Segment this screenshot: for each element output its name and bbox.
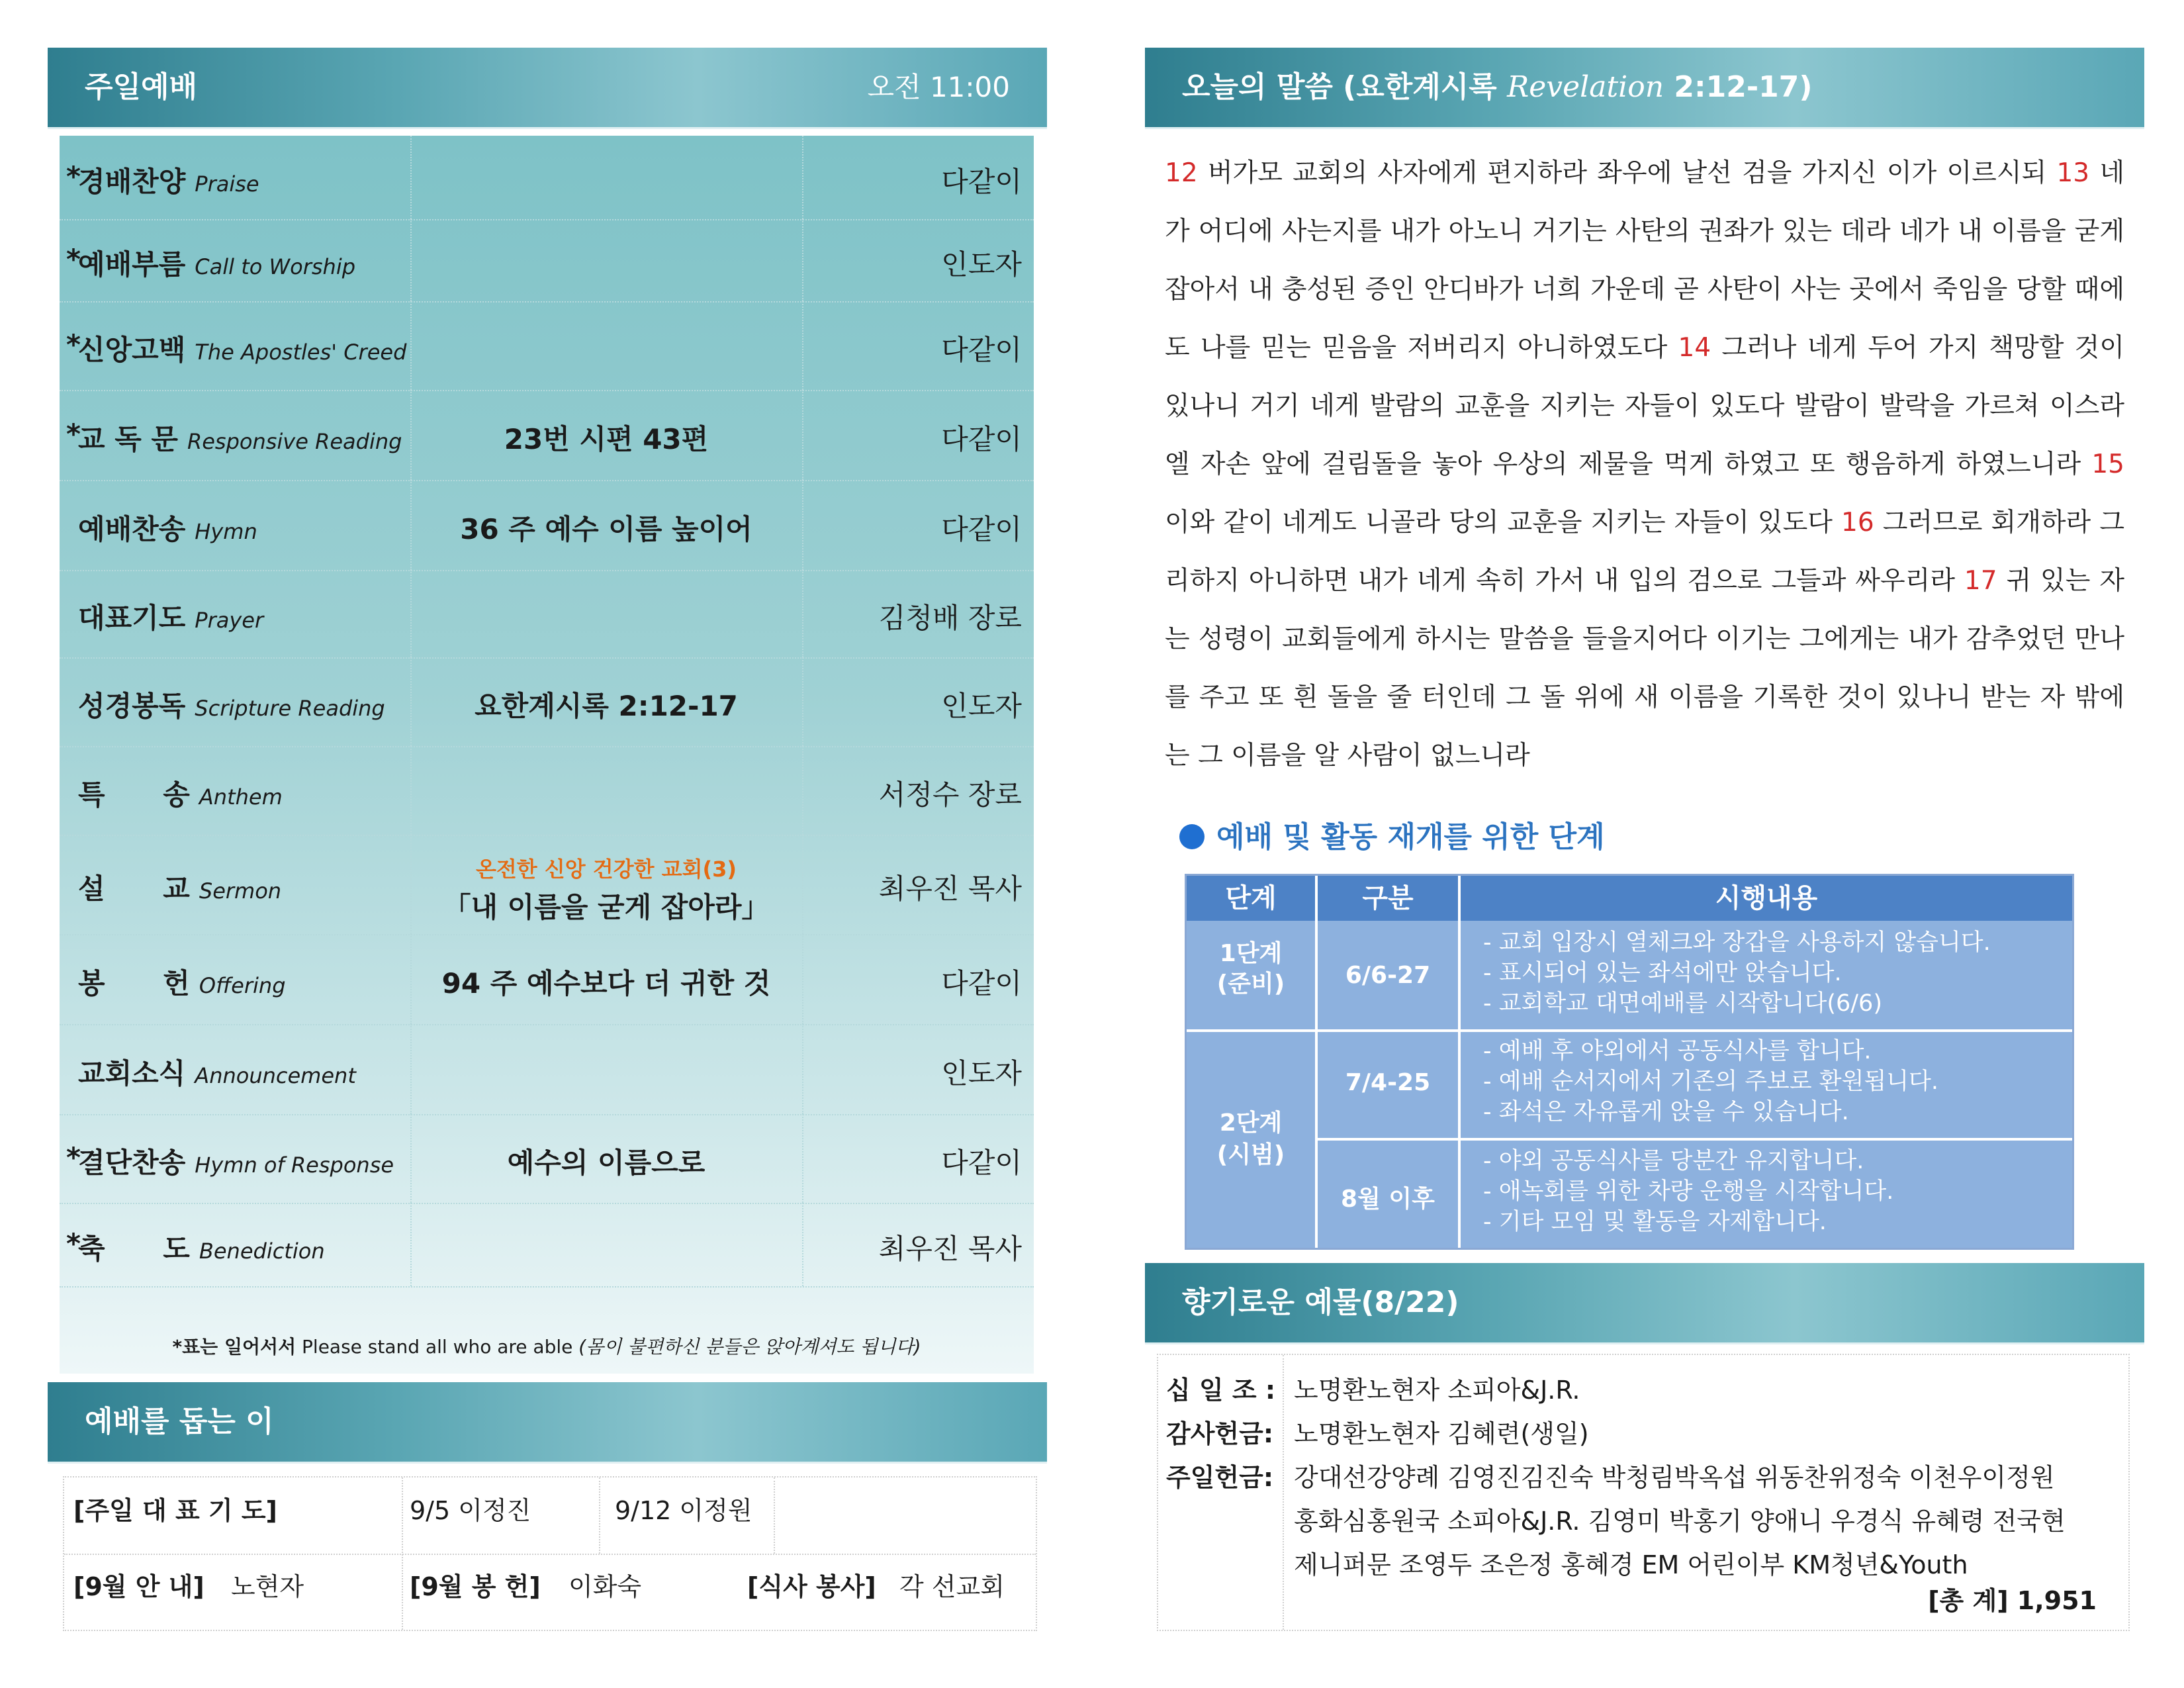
prayer-2: 9/12 이정원 [615,1496,752,1525]
service-detail-cell [410,301,803,390]
helpers-row [64,1477,1036,1555]
service-row [60,219,1034,303]
service-leader: 서정수 장로 [878,778,1022,811]
service-detail-cell [410,390,803,480]
usher-name: 노현자 [231,1572,304,1601]
service-banner [48,48,1047,127]
service-leader: 인도자 [941,690,1022,722]
scripture-banner [1145,48,2144,127]
service-leader-cell [802,301,1034,390]
offering-total: [총 계] 1,951 [1928,1586,2097,1615]
usher-label: [9월 안 내] [73,1572,205,1601]
service-item-en: Sermon [199,878,282,904]
steps-heading [1179,813,1605,855]
divider [599,1477,600,1554]
stage1-name: 1단계 [1219,940,1283,967]
service-detail-cell [410,1114,803,1203]
service-row [60,657,1034,747]
list-item: - 예배 순서지에서 기존의 주보로 환원됩니다. [1483,1068,1938,1095]
bullet-dot-icon [1179,824,1205,849]
service-leader-cell [802,480,1034,570]
service-item-cell [60,746,412,835]
verse-number: 17 [1964,566,1997,596]
service-leader: 최우진 목사 [878,1233,1022,1265]
divider [402,1477,403,1630]
service-item-en: Hymn of Response [195,1152,394,1178]
service-item-cell [60,570,412,657]
service-leader: 다같이 [941,334,1022,366]
divider [1458,876,1461,1248]
verse-text: 네가 어디에 사는지를 내가 아노니 거기는 사탄의 권좌가 있는 데라 네가 내 이름을 굳게 잡아서 내 충성된 증인 안디바가 너희 가운데 곧 사탄이 사는 곳에서 죽임을 당할 때에도 나를 믿는 믿음을 저버리지 아니하였도다 [1165,158,2125,363]
service-detail-cell [410,934,803,1024]
helpers-title: 예배를 돕는 이 [85,1405,274,1438]
service-item-cell [60,219,412,301]
service-detail-cell [410,136,803,219]
helpers-banner [48,1382,1047,1462]
stand-marker: * [66,243,81,275]
offerings-banner [1145,1263,2144,1342]
service-item-en: Responsive Reading [187,429,402,454]
offering-helper-name: 이화숙 [569,1572,642,1601]
stand-marker: * [66,1227,81,1260]
service-leader-cell [802,1114,1034,1203]
verse-number: 14 [1678,333,1711,363]
service-leader-cell [802,934,1034,1024]
service-item-en: Hymn [195,519,257,544]
service-detail-cell [410,746,803,835]
service-item-en: Call to Worship [195,254,356,279]
service-item-cell [60,657,412,746]
service-item-cell [60,934,412,1024]
service-detail-cell [410,219,803,301]
verse-text: 그러나 네게 두어 가지 책망할 것이 있나니 거기 네게 발람의 교훈을 지키는 자들이 있도다 발람이 발락을 가르쳐 이스라엘 자손 앞에 걸림돌을 놓아 우상의 제물을 먹게 하였고 또 행음하게 하였느니라 [1165,333,2124,479]
service-leader-cell [802,657,1034,746]
list-item: - 야외 공동식사를 당분간 유지합니다. [1483,1148,1864,1174]
service-item-ko: 교 독 문 [78,423,178,455]
service-row [60,1114,1034,1204]
offerings-title: 향기로운 예물(8/22) [1182,1286,1459,1319]
sunday-names: 홍화심홍원국 소피아&J.R. 김영미 박홍기 양애니 우경식 유혜령 전국현 [1294,1507,2066,1536]
thanks-label: 감사헌금: [1166,1419,1274,1448]
service-leader-cell [802,390,1034,480]
service-item-cell [60,390,412,480]
service-row [60,570,1034,659]
service-item-ko: 축 도 [78,1233,190,1265]
service-item-name [66,1141,394,1181]
verse-text: 귀 있는 자는 성령이 교회들에게 하시는 말씀을 들을지어다 이기는 그에게는 내가 감추었던 만나를 주고 또 흰 돌을 줄 터인데 그 돌 위에 새 이름을 기록한 것이 있나니 받는 자 밖에는 그 이름을 알 사람이 없느니라 [1165,566,2124,771]
scripture-text [1165,144,2124,785]
service-detail-cell [410,835,803,934]
service-leader-cell [802,835,1034,934]
service-item-name [78,596,263,636]
service-item-ko: 예배부름 [78,248,186,281]
service-leader: 인도자 [941,248,1022,281]
sunday-label: 주일헌금: [1166,1463,1274,1492]
service-item-en: Benediction [199,1239,325,1264]
stage2a-items [1483,1036,2066,1127]
service-leader: 다같이 [941,513,1022,545]
divider [1318,1138,2072,1141]
service-detail-cell [410,480,803,570]
tithe-names: 노명환노현자 소피아&J.R. [1294,1376,1580,1405]
stand-marker: * [66,1141,81,1174]
stand-marker: * [66,328,81,361]
service-row [60,301,1034,391]
period1: 6/6-27 [1345,962,1431,989]
stand-marker: * [66,160,81,193]
service-time: 오전 11:00 [867,71,1010,103]
service-item-cell [60,1203,412,1286]
service-item-ko: 신앙고백 [78,334,186,366]
service-item-name [78,508,257,547]
service-row [60,835,1034,935]
steps-heading-text: 예배 및 활동 재개를 위한 단계 [1216,820,1605,854]
service-row [60,1203,1034,1288]
thanks-names: 노명환노현자 김혜련(생일) [1294,1419,1589,1448]
helpers-row [64,1554,1036,1630]
service-leader-cell [802,136,1034,219]
prayer-label: [주일 대 표 기 도] [73,1496,277,1525]
service-item-name [66,418,402,457]
service-row [60,480,1034,571]
verse-text: 그러므로 회개하라 그리하지 아니하면 내가 네게 속히 가서 내 입의 검으로 그들과 싸우리라 [1165,508,2124,596]
scripture-title [1182,48,1812,127]
service-item-name [78,1052,356,1092]
meal-name: 각 선교회 [899,1572,1005,1601]
service-leader-cell [802,219,1034,301]
scripture-title-ref: 2:12-17) [1664,70,1813,104]
verse-text: 버가모 교회의 사자에게 편지하라 좌우에 날선 검을 가지신 이가 이르시되 [1197,158,2057,188]
meal-label: [식사 봉사] [747,1572,876,1601]
stage1-desc: (준비) [1216,970,1285,998]
service-item-name [78,684,385,724]
service-item-name [78,962,286,1002]
service-item-en: Offering [199,973,286,998]
service-item-ko: 대표기도 [78,602,186,634]
stage1-items [1483,927,2066,1019]
service-item-ko: 예배찬송 [78,513,186,545]
service-item-en: Prayer [195,608,264,633]
tithe-label: 십 일 조 : [1166,1376,1276,1405]
service-leader-cell [802,746,1034,835]
steps-table [1185,874,2074,1250]
service-detail-cell [410,1203,803,1286]
service-item-en: Announcement [195,1063,356,1088]
prayer-1: 9/5 이정진 [410,1496,531,1525]
sermon-title: 「내 이름을 굳게 잡아라」 [443,891,770,923]
service-item-ko: 경배찬양 [78,165,186,198]
scripture-title-en: Revelation [1507,70,1664,104]
service-item-ko: 설 교 [78,872,190,905]
stage1 [1187,939,1315,1000]
service-leader-cell [802,1024,1034,1114]
service-leader: 다같이 [941,1147,1022,1179]
service-item-cell [60,301,412,390]
list-item: - 교회 입장시 열체크와 장갑을 사용하지 않습니다. [1483,929,1991,956]
service-item-ko: 교회소식 [78,1057,186,1090]
stand-note-bold: *표는 일어서서 [172,1336,296,1358]
stage2-name: 2단계 [1219,1109,1283,1137]
list-item: - 예배 후 야외에서 공동식사를 합니다. [1483,1038,1872,1064]
service-item-ko: 성경봉독 [78,690,186,722]
service-item-name [78,867,281,907]
service-row [60,390,1034,481]
service-detail: 예수의 이름으로 [507,1147,705,1179]
service-detail-cell [410,1024,803,1114]
service-leader: 김청배 장로 [878,602,1022,634]
service-detail: 요한계시록 2:12-17 [475,690,738,722]
stand-note-en: Please stand all who are able [296,1336,579,1358]
sermon-series: 온전한 신앙 건강한 교회(3) [475,857,737,882]
list-item: - 좌석은 자유롭게 앉을 수 있습니다. [1483,1099,1849,1125]
order-of-service [60,136,1034,1374]
stage2-desc: (시범) [1216,1141,1285,1168]
period2b: 8월 이후 [1341,1186,1435,1213]
service-leader: 최우진 목사 [878,872,1022,905]
service-detail: 36 주 예수 이름 높이어 [460,513,752,545]
helpers-table [63,1476,1037,1631]
service-title: 주일예배 [85,70,198,104]
service-item-name [78,773,283,813]
service-item-en: Anthem [199,784,283,810]
service-leader-cell [802,570,1034,657]
divider [774,1477,775,1554]
service-item-cell [60,1114,412,1203]
service-item-ko: 봉 헌 [78,967,190,1000]
divider [1187,1029,2072,1032]
service-item-en: The Apostles' Creed [195,340,407,365]
offering-helper-label: [9월 봉 헌] [410,1572,541,1601]
service-item-cell [60,480,412,570]
service-item-name [66,243,356,283]
steps-col-stage: 단계 [1187,876,1315,921]
service-leader: 다같이 [941,423,1022,455]
service-item-cell [60,835,412,934]
steps-col-content: 시행내용 [1461,876,2072,921]
service-item-cell [60,136,412,219]
service-detail: 23번 시편 43편 [504,423,709,455]
service-detail: 94 주 예수보다 더 귀한 것 [441,967,771,1000]
verse-number: 12 [1165,158,1198,188]
service-row [60,934,1034,1025]
service-item-ko: 결단찬송 [78,1147,186,1179]
service-item-name [66,1227,325,1267]
list-item: - 애녹회를 위한 차량 운행을 시작합니다. [1483,1178,1894,1205]
service-leader: 다같이 [941,967,1022,1000]
service-row [60,1024,1034,1115]
service-row [60,136,1034,220]
service-leader-cell [802,1203,1034,1286]
stage2 [1187,1107,1315,1171]
stand-note [60,1333,1034,1359]
scripture-title-ko: 오늘의 말씀 (요한계시록 [1182,70,1508,104]
service-detail-cell [410,570,803,657]
verse-number: 15 [2091,449,2124,479]
service-item-cell [60,1024,412,1114]
stage2b-items [1483,1146,2066,1237]
stand-note-italic: (몸이 불편하신 분들은 앉아계셔도 됩니다) [578,1336,921,1358]
verse-number: 13 [2056,158,2090,188]
service-leader: 다같이 [941,165,1022,198]
service-item-name [66,328,407,368]
service-detail-cell [410,657,803,746]
period2a: 7/4-25 [1345,1069,1431,1096]
sunday-names: 강대선강양례 김영진김진숙 박청림박옥섭 위동찬위정숙 이천우이정원 [1294,1463,2055,1492]
verse-number: 16 [1841,508,1874,538]
sunday-names: 제니퍼문 조영두 조은정 홍혜경 EM 어린이부 KM청년&Youth [1294,1550,1968,1579]
service-row [60,746,1034,836]
list-item: - 기타 모임 및 활동을 자제합니다. [1483,1209,1827,1235]
stand-marker: * [66,418,81,450]
steps-col-period: 구분 [1318,876,1458,921]
service-item-en: Scripture Reading [195,696,385,721]
offerings-table [1157,1354,2130,1631]
service-item-ko: 특 송 [78,778,190,811]
list-item: - 표시되어 있는 좌석에만 앉습니다. [1483,960,1842,986]
service-leader: 인도자 [941,1057,1022,1090]
verse-text: 이와 같이 네게도 니골라 당의 교훈을 지키는 자들이 있도다 [1165,508,1842,538]
service-item-name [66,160,259,200]
divider [1283,1355,1284,1630]
service-item-en: Praise [195,171,259,197]
list-item: - 교회학교 대면예배를 시작합니다(6/6) [1483,990,1882,1017]
